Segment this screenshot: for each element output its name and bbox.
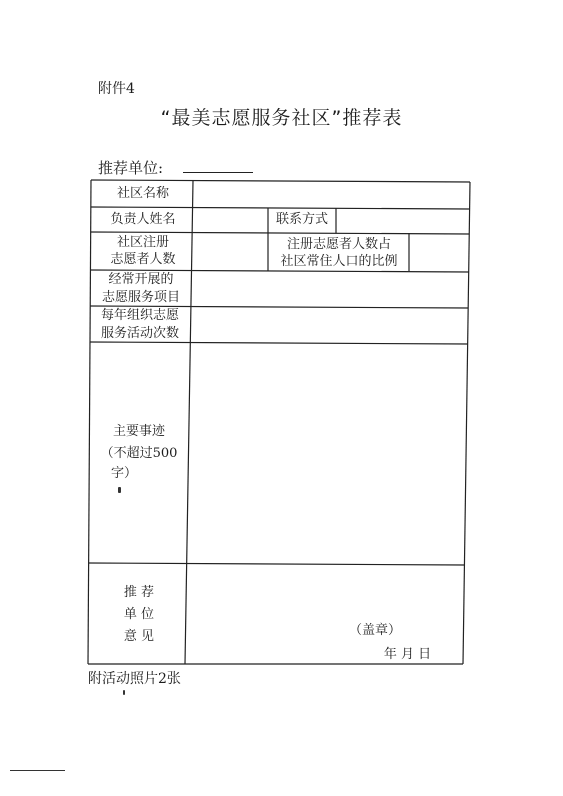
ratio-label-line2: 社区常住人口的比例	[280, 254, 398, 269]
registered-volunteers-label-line2: 志愿者人数	[110, 252, 176, 267]
table-right-border	[463, 182, 470, 664]
projects-label-line1: 经常开展的	[108, 272, 174, 287]
recommending-unit-field-line	[183, 172, 253, 173]
scan-speck	[123, 690, 125, 695]
word-limit-label-line1: （不超过500	[100, 446, 178, 461]
ratio-label-line1: 注册志愿者人数占	[286, 237, 391, 252]
opinion-label-line2: 单 位	[123, 607, 155, 622]
annex-label: 附件4	[98, 81, 135, 97]
footnote-separator	[10, 770, 65, 771]
projects-label-line2: 志愿服务项目	[101, 290, 180, 305]
footer-note: 附活动照片2张	[88, 671, 181, 687]
table-top-border	[91, 180, 470, 182]
row-line	[89, 563, 464, 565]
date-label: 年 月 日	[383, 647, 432, 662]
contact-label: 联系方式	[275, 212, 328, 227]
seal-label: （盖章）	[348, 623, 401, 638]
activities-label-line2: 服务活动次数	[100, 326, 179, 341]
registered-volunteers-label-line1: 社区注册	[116, 235, 169, 250]
opinion-label-line1: 推 荐	[123, 585, 155, 600]
opinion-label-line3: 意 见	[123, 629, 155, 644]
activities-label-line1: 每年组织志愿	[100, 308, 179, 323]
community-name-label: 社区名称	[116, 186, 169, 201]
row-line	[91, 207, 469, 209]
leader-name-label: 负责人姓名	[110, 212, 176, 227]
scan-speck	[118, 487, 121, 493]
form-title: “最美志愿服务社区”推荐表	[160, 107, 403, 129]
recommending-unit-label: 推荐单位:	[98, 159, 164, 177]
word-limit-label-line2: 字）	[110, 466, 137, 481]
main-deeds-label: 主要事迹	[112, 424, 165, 439]
table-left-border	[88, 180, 91, 664]
